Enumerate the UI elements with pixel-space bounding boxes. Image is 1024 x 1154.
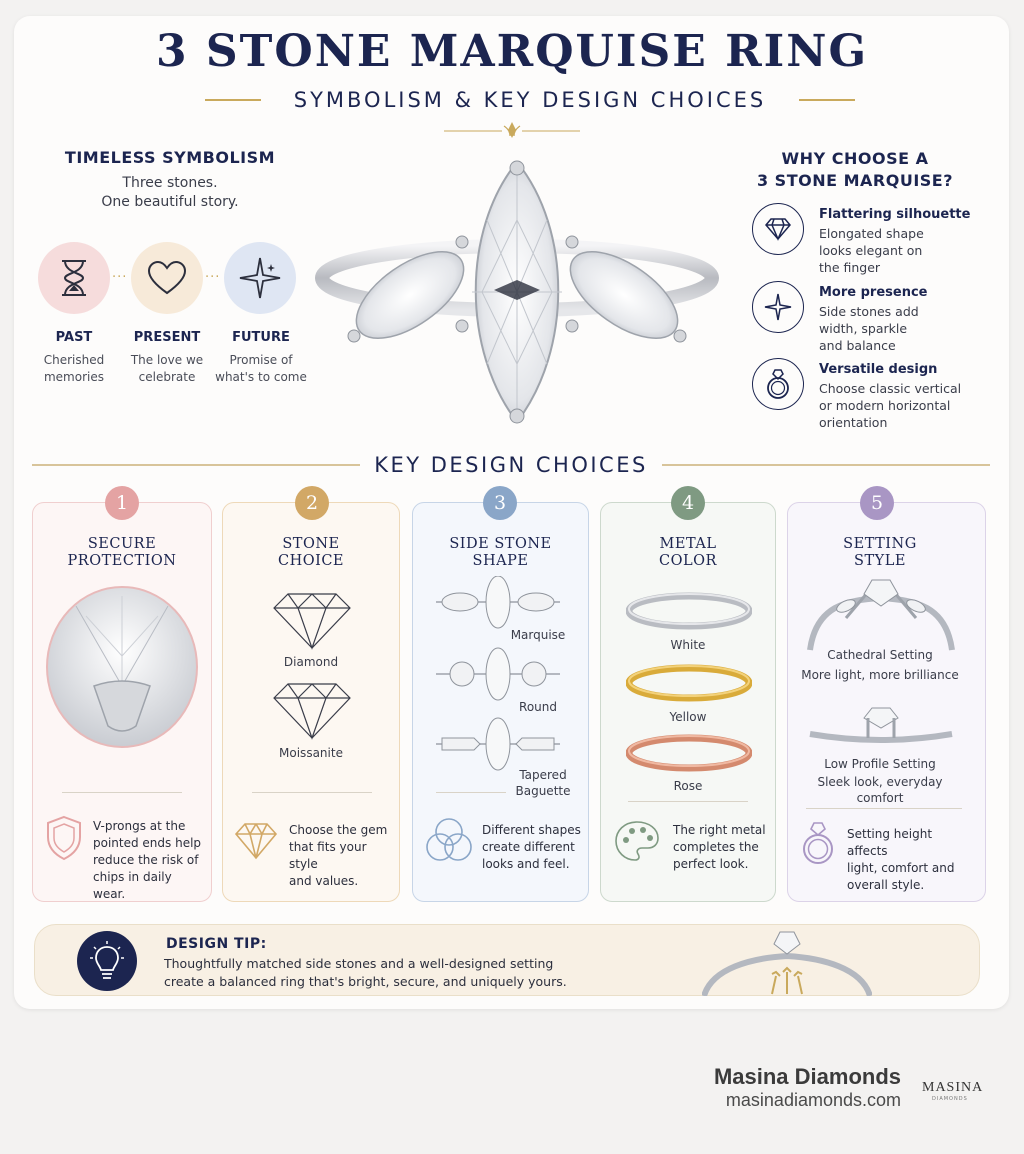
why-heading: WHY CHOOSE A 3 STONE MARQUISE? <box>756 149 954 190</box>
past-circle <box>38 242 110 314</box>
panel-desc: Setting height affects light, comfort and overall style. <box>847 827 955 892</box>
panel-desc: Different shapes create different looks and feel. <box>482 823 581 871</box>
setting-desc: More light, more brilliance <box>801 668 959 682</box>
hourglass-icon <box>57 258 91 298</box>
diamond-icon <box>764 217 792 241</box>
subtitle-row <box>205 86 855 114</box>
baguette-side-stones-image <box>436 716 560 772</box>
round-side-stones-image <box>436 646 560 702</box>
stone-caption: Diamond <box>283 655 339 669</box>
shape-caption: Marquise <box>510 628 566 642</box>
divider <box>806 808 962 809</box>
page-title: 3 STONE MARQUISE RING <box>155 26 869 77</box>
future-circle <box>224 242 296 314</box>
why-icon-wrap <box>752 281 804 333</box>
future-desc: Promise of what's to come <box>215 353 307 384</box>
tip-icon-wrap <box>77 931 137 991</box>
marquise-side-stones-image <box>436 576 560 632</box>
panel-title: SECURE PROTECTION <box>67 536 177 569</box>
stone-caption: Moissanite <box>279 746 343 760</box>
setting-caption: Low Profile Setting <box>824 757 936 771</box>
moissanite-gem-image <box>272 682 352 740</box>
step-number: 1 <box>105 486 139 520</box>
present-desc: The love we celebrate <box>130 353 204 384</box>
divider <box>436 792 506 793</box>
shape-caption: Round <box>519 700 557 714</box>
circles-icon <box>424 816 474 864</box>
divider <box>662 464 990 466</box>
divider <box>32 464 360 466</box>
gem-icon <box>234 822 278 860</box>
low-profile-setting-image <box>806 704 956 750</box>
panel-title: SETTING STYLE <box>843 536 917 569</box>
ring-icon <box>764 368 792 400</box>
yellow-gold-band-image <box>626 664 752 702</box>
star-icon <box>238 256 282 300</box>
why-item-heading: Flattering silhouette <box>819 207 971 222</box>
cathedral-setting-image <box>806 576 956 652</box>
metal-caption: Yellow <box>669 710 707 724</box>
panel-title: METAL COLOR <box>659 536 717 569</box>
metal-caption: Rose <box>673 779 703 793</box>
shape-caption: Tapered Baguette <box>515 768 571 798</box>
lightbulb-icon <box>90 941 124 981</box>
why-icon-wrap <box>752 203 804 255</box>
shield-icon <box>46 815 82 861</box>
present-label: PRESENT <box>133 330 201 345</box>
tagline-line: Three stones. <box>122 175 218 191</box>
tip-ring-image <box>702 928 872 996</box>
why-item-desc: Side stones add width, sparkle and balance <box>819 304 919 353</box>
present-circle <box>131 242 203 314</box>
brand-name: Masina Diamonds <box>713 1064 901 1089</box>
brand-url[interactable]: masinadiamonds.com <box>725 1090 901 1110</box>
tip-heading: DESIGN TIP: <box>166 936 267 952</box>
key-design-heading-row <box>32 452 990 478</box>
tagline-line: One beautiful story. <box>101 194 239 210</box>
panel-desc: Choose the gem that fits your style and values. <box>289 823 388 888</box>
v-prong-closeup-image <box>46 586 198 748</box>
step-number: 4 <box>671 486 705 520</box>
rose-gold-band-image <box>626 734 752 772</box>
past-label: PAST <box>55 330 93 345</box>
setting-desc: Sleek look, everyday comfort <box>817 775 943 805</box>
step-number: 5 <box>860 486 894 520</box>
brand-logo: MASINA <box>922 1080 984 1095</box>
symbolism-tagline <box>30 174 310 212</box>
symbolism-heading: TIMELESS SYMBOLISM <box>64 148 276 167</box>
divider <box>628 801 748 802</box>
step-number: 2 <box>295 486 329 520</box>
sparkle-icon <box>763 292 793 322</box>
brand-logo-sub: DIAMONDS <box>932 1096 968 1102</box>
step-number: 3 <box>483 486 517 520</box>
panel-title: SIDE STONE SHAPE <box>449 536 552 569</box>
why-item-heading: More presence <box>819 285 928 300</box>
setting-caption: Cathedral Setting <box>827 648 933 662</box>
ornament-icon <box>444 120 580 142</box>
heart-icon <box>147 260 187 296</box>
ring-icon <box>800 820 836 866</box>
why-item-desc: Choose classic vertical or modern horizontal orientation <box>819 381 962 430</box>
diamond-gem-image <box>272 592 352 650</box>
divider <box>62 792 182 793</box>
tip-text: Thoughtfully matched side stones and a well-designed setting create a balanced ring that's bright, secure, and uniquely yours. <box>164 956 567 989</box>
why-item-desc: Elongated shape looks elegant on the finger <box>819 226 924 275</box>
panel-title: STONE CHOICE <box>277 536 345 569</box>
metal-caption: White <box>670 638 706 652</box>
connector-dots: ··· <box>205 270 221 285</box>
past-desc: Cherished memories <box>43 353 105 384</box>
white-gold-band-image <box>626 592 752 630</box>
divider <box>252 792 372 793</box>
connector-dots: ··· <box>112 270 128 285</box>
divider <box>205 99 261 101</box>
key-design-heading: KEY DESIGN CHOICES <box>374 453 648 477</box>
why-icon-wrap <box>752 358 804 410</box>
panel-desc: V-prongs at the pointed ends help reduce the risk of chips in daily wear. <box>93 819 202 901</box>
marquise-ring-image <box>312 150 722 440</box>
page-subtitle: SYMBOLISM & KEY DESIGN CHOICES <box>293 88 767 112</box>
palette-icon <box>614 820 660 862</box>
future-label: FUTURE <box>232 330 290 345</box>
divider <box>799 99 855 101</box>
why-item-heading: Versatile design <box>819 362 938 377</box>
panel-desc: The right metal completes the perfect look. <box>673 823 766 871</box>
